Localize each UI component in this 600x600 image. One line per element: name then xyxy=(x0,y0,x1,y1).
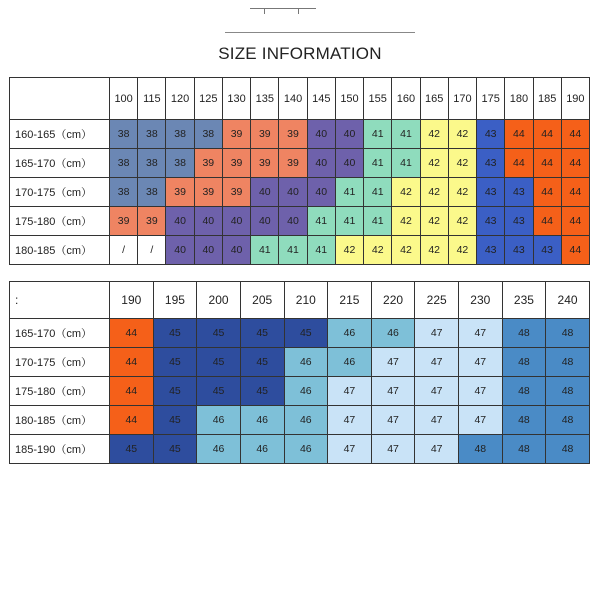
weight-header-cell: 140 xyxy=(279,78,307,120)
table-row xyxy=(10,435,590,464)
size-cell: 45 xyxy=(197,319,241,348)
size-cell: 43 xyxy=(505,178,533,207)
weight-header-cell: 115 xyxy=(138,78,166,120)
table-row xyxy=(10,178,590,207)
size-cell: 40 xyxy=(307,178,335,207)
size-cell: 42 xyxy=(335,236,363,265)
size-cell: 38 xyxy=(166,149,194,178)
size-cell: 45 xyxy=(240,348,284,377)
size-cell: 40 xyxy=(222,207,250,236)
corner-cell xyxy=(10,78,110,120)
size-cell: / xyxy=(138,236,166,265)
size-cell: 40 xyxy=(279,207,307,236)
weight-header-cell: 190 xyxy=(110,282,154,319)
size-cell: 40 xyxy=(166,207,194,236)
table-row xyxy=(10,348,590,377)
weight-header-cell: 225 xyxy=(415,282,459,319)
size-cell: 47 xyxy=(415,406,459,435)
header-row xyxy=(10,78,590,120)
table-row xyxy=(10,236,590,265)
size-cell: 44 xyxy=(533,149,561,178)
size-cell: 47 xyxy=(371,406,415,435)
size-cell: 42 xyxy=(448,207,476,236)
weight-header-cell: 195 xyxy=(153,282,197,319)
size-cell: 45 xyxy=(153,435,197,464)
size-cell: 39 xyxy=(279,149,307,178)
size-cell: 43 xyxy=(505,207,533,236)
size-cell: 40 xyxy=(194,236,222,265)
size-cell: 48 xyxy=(546,406,590,435)
weight-header-cell: 125 xyxy=(194,78,222,120)
size-cell: 46 xyxy=(371,319,415,348)
table-row xyxy=(10,377,590,406)
weight-header-cell: 235 xyxy=(502,282,546,319)
size-cell: 42 xyxy=(448,236,476,265)
size-cell: 44 xyxy=(561,178,589,207)
weight-header-cell: 175 xyxy=(477,78,505,120)
size-cell: 40 xyxy=(335,149,363,178)
size-cell: 44 xyxy=(561,149,589,178)
size-cell: 47 xyxy=(415,435,459,464)
table-row xyxy=(10,120,590,149)
size-cell: 47 xyxy=(459,377,503,406)
size-cell: 39 xyxy=(110,207,138,236)
title-underline xyxy=(225,32,415,33)
weight-header-cell: 170 xyxy=(448,78,476,120)
size-cell: 41 xyxy=(364,120,392,149)
weight-header-cell: 145 xyxy=(307,78,335,120)
size-cell: 39 xyxy=(279,120,307,149)
size-cell: 47 xyxy=(371,377,415,406)
size-cell: 40 xyxy=(222,236,250,265)
weight-header-cell: 200 xyxy=(197,282,241,319)
weight-header-cell: 120 xyxy=(166,78,194,120)
size-cell: 45 xyxy=(153,377,197,406)
size-cell: 47 xyxy=(328,377,372,406)
size-cell: 44 xyxy=(561,120,589,149)
height-range-label: 180-185（cm） xyxy=(10,406,110,435)
size-cell: 45 xyxy=(197,348,241,377)
size-cell: 45 xyxy=(153,319,197,348)
size-cell: 48 xyxy=(502,406,546,435)
weight-header-cell: 165 xyxy=(420,78,448,120)
size-cell: 44 xyxy=(561,207,589,236)
size-cell: 38 xyxy=(138,120,166,149)
weight-header-cell: 150 xyxy=(335,78,363,120)
weight-header-cell: 130 xyxy=(222,78,250,120)
size-cell: 42 xyxy=(364,236,392,265)
size-cell: 40 xyxy=(307,120,335,149)
size-cell: 41 xyxy=(364,149,392,178)
size-cell: 41 xyxy=(279,236,307,265)
size-cell: 47 xyxy=(371,348,415,377)
size-cell: 44 xyxy=(505,149,533,178)
size-cell: 45 xyxy=(197,377,241,406)
size-cell: 41 xyxy=(364,207,392,236)
weight-header-cell: 160 xyxy=(392,78,420,120)
size-cell: 43 xyxy=(477,178,505,207)
size-cell: 42 xyxy=(392,178,420,207)
size-cell: 44 xyxy=(533,178,561,207)
size-cell: 45 xyxy=(110,435,154,464)
header-row xyxy=(10,282,590,319)
height-range-label: 170-175（cm） xyxy=(10,348,110,377)
size-cell: 40 xyxy=(194,207,222,236)
table-row xyxy=(10,207,590,236)
size-cell: 40 xyxy=(307,149,335,178)
size-cell: 39 xyxy=(222,120,250,149)
corner-cell: : xyxy=(10,282,110,319)
size-cell: 38 xyxy=(110,149,138,178)
top-decoration xyxy=(250,8,316,14)
size-cell: 42 xyxy=(392,236,420,265)
weight-header-cell: 100 xyxy=(110,78,138,120)
size-cell: 41 xyxy=(335,207,363,236)
weight-header-cell: 210 xyxy=(284,282,328,319)
size-cell: 40 xyxy=(251,178,279,207)
size-cell: 44 xyxy=(110,377,154,406)
size-cell: 46 xyxy=(197,406,241,435)
size-cell: 47 xyxy=(415,348,459,377)
size-table-1 xyxy=(9,77,590,265)
size-cell: 48 xyxy=(546,377,590,406)
weight-header-cell: 240 xyxy=(546,282,590,319)
weight-header-cell: 180 xyxy=(505,78,533,120)
size-cell: 47 xyxy=(328,406,372,435)
size-cell: 39 xyxy=(251,149,279,178)
size-cell: 48 xyxy=(546,435,590,464)
size-cell: 46 xyxy=(328,348,372,377)
size-cell: 48 xyxy=(546,348,590,377)
size-cell: 38 xyxy=(138,178,166,207)
size-cell: / xyxy=(110,236,138,265)
weight-header-cell: 230 xyxy=(459,282,503,319)
size-cell: 46 xyxy=(284,377,328,406)
size-cell: 41 xyxy=(335,178,363,207)
size-cell: 48 xyxy=(502,377,546,406)
height-range-label: 165-170（cm） xyxy=(10,319,110,348)
size-cell: 46 xyxy=(284,348,328,377)
size-cell: 47 xyxy=(459,406,503,435)
size-cell: 47 xyxy=(371,435,415,464)
size-cell: 44 xyxy=(110,348,154,377)
weight-header-cell: 220 xyxy=(371,282,415,319)
size-cell: 38 xyxy=(110,120,138,149)
size-cell: 41 xyxy=(392,149,420,178)
size-cell: 43 xyxy=(477,120,505,149)
size-cell: 38 xyxy=(138,149,166,178)
size-cell: 48 xyxy=(502,435,546,464)
size-cell: 39 xyxy=(251,120,279,149)
size-cell: 48 xyxy=(459,435,503,464)
table-row xyxy=(10,319,590,348)
height-range-label: 170-175（cm） xyxy=(10,178,110,207)
size-cell: 45 xyxy=(240,319,284,348)
size-cell: 42 xyxy=(448,120,476,149)
table-row xyxy=(10,406,590,435)
weight-header-cell: 185 xyxy=(533,78,561,120)
size-cell: 43 xyxy=(505,236,533,265)
size-cell: 48 xyxy=(546,319,590,348)
size-cell: 43 xyxy=(477,236,505,265)
page-title: SIZE INFORMATION xyxy=(218,44,382,63)
size-cell: 44 xyxy=(533,120,561,149)
size-cell: 42 xyxy=(420,178,448,207)
size-cell: 43 xyxy=(533,236,561,265)
size-cell: 38 xyxy=(110,178,138,207)
height-range-label: 185-190（cm） xyxy=(10,435,110,464)
size-cell: 42 xyxy=(392,207,420,236)
size-cell: 42 xyxy=(420,120,448,149)
size-cell: 46 xyxy=(240,406,284,435)
size-cell: 38 xyxy=(194,120,222,149)
size-cell: 47 xyxy=(415,377,459,406)
size-cell: 43 xyxy=(477,149,505,178)
size-cell: 41 xyxy=(307,207,335,236)
height-range-label: 180-185（cm） xyxy=(10,236,110,265)
size-cell: 45 xyxy=(240,377,284,406)
size-cell: 46 xyxy=(284,406,328,435)
size-cell: 48 xyxy=(502,319,546,348)
size-cell: 41 xyxy=(364,178,392,207)
size-cell: 48 xyxy=(502,348,546,377)
weight-header-cell: 215 xyxy=(328,282,372,319)
size-cell: 39 xyxy=(166,178,194,207)
size-cell: 41 xyxy=(307,236,335,265)
size-cell: 46 xyxy=(240,435,284,464)
size-cell: 43 xyxy=(477,207,505,236)
size-cell: 39 xyxy=(222,178,250,207)
size-cell: 40 xyxy=(166,236,194,265)
size-cell: 45 xyxy=(153,406,197,435)
size-cell: 46 xyxy=(328,319,372,348)
weight-header-cell: 190 xyxy=(561,78,589,120)
weight-header-cell: 205 xyxy=(240,282,284,319)
size-cell: 40 xyxy=(335,120,363,149)
size-cell: 47 xyxy=(415,319,459,348)
size-cell: 42 xyxy=(420,149,448,178)
weight-header-cell: 155 xyxy=(364,78,392,120)
height-range-label: 175-180（cm） xyxy=(10,377,110,406)
table-row xyxy=(10,149,590,178)
size-cell: 41 xyxy=(392,120,420,149)
size-cell: 41 xyxy=(251,236,279,265)
height-range-label: 160-165（cm） xyxy=(10,120,110,149)
size-cell: 46 xyxy=(197,435,241,464)
size-cell: 44 xyxy=(505,120,533,149)
size-cell: 39 xyxy=(194,149,222,178)
size-cell: 44 xyxy=(533,207,561,236)
size-cell: 38 xyxy=(166,120,194,149)
size-cell: 39 xyxy=(194,178,222,207)
size-cell: 42 xyxy=(420,207,448,236)
size-cell: 47 xyxy=(328,435,372,464)
height-range-label: 165-170（cm） xyxy=(10,149,110,178)
size-cell: 46 xyxy=(284,435,328,464)
size-cell: 42 xyxy=(420,236,448,265)
size-cell: 42 xyxy=(448,178,476,207)
size-cell: 42 xyxy=(448,149,476,178)
size-cell: 39 xyxy=(222,149,250,178)
weight-header-cell: 135 xyxy=(251,78,279,120)
size-cell: 45 xyxy=(153,348,197,377)
size-cell: 44 xyxy=(110,406,154,435)
size-table-2 xyxy=(9,281,590,464)
size-cell: 44 xyxy=(110,319,154,348)
size-cell: 45 xyxy=(284,319,328,348)
height-range-label: 175-180（cm） xyxy=(10,207,110,236)
size-cell: 47 xyxy=(459,348,503,377)
size-cell: 44 xyxy=(561,236,589,265)
size-cell: 40 xyxy=(279,178,307,207)
size-cell: 40 xyxy=(251,207,279,236)
size-cell: 47 xyxy=(459,319,503,348)
size-cell: 39 xyxy=(138,207,166,236)
